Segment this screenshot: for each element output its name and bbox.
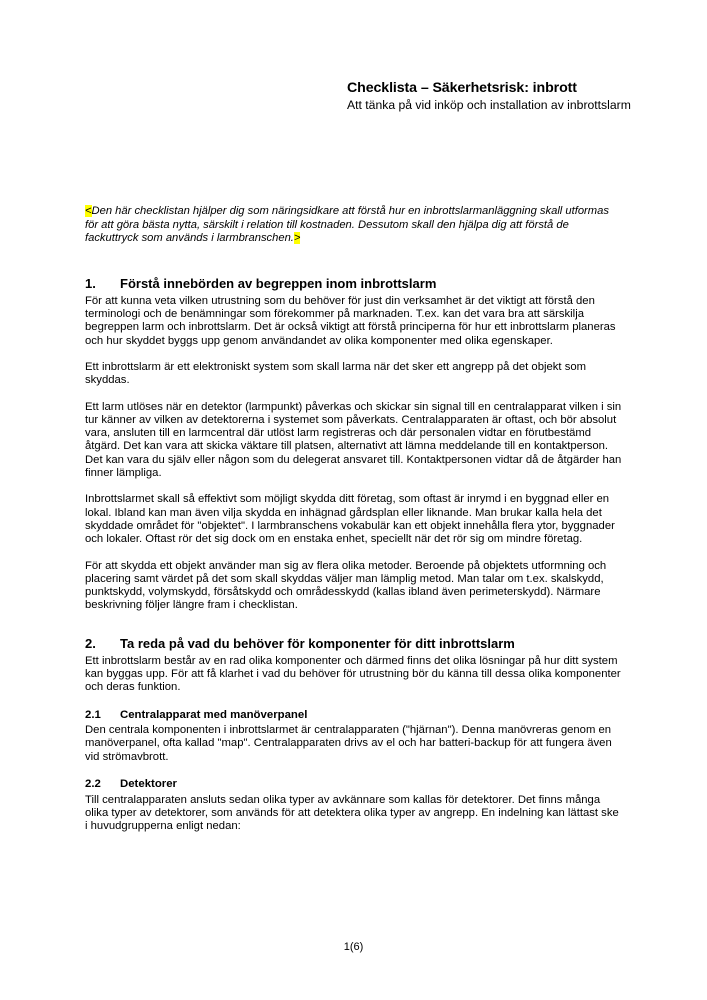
section-1-paragraph-5: För att skydda ett objekt använder man sig av flera olika metoder. Beroende på objektets utformning och placering samt värdet på det som skall skyddas väljer man lämplig metod. Man talar om t.ex. skalskydd, punktskydd, volymskydd, försåtskydd och områdesskydd (kallas ibland även perimeterskydd). Närmare beskrivning följer längre fram i checklistan. (85, 559, 607, 612)
subsection-2-2-paragraph-1: Till centralapparaten ansluts sedan olika typer av avkännare som kallas för detektorer. Det finns många olika typer av detektorer, som används för att detektera olika typer av angrepp. En indelning kan lättast ske i huvudgrupperna enligt nedan: (85, 793, 619, 833)
section-2-paragraph-1: Ett inbrottslarm består av en rad olika komponenter och därmed finns det olika lösningar på hur ditt system kan byggas upp. För att få klarhet i vad du behöver för utrustning bör du känna till dessa olika komponenter och deras funktion. (85, 654, 621, 694)
section-number-1: 1. (85, 275, 96, 291)
subsection-number-2-2: 2.2 (85, 778, 101, 790)
subsection-heading-2-1 (85, 709, 623, 723)
section-heading-1 (85, 276, 623, 291)
section-title-2: Ta reda på vad du behöver för komponenter för ditt inbrottslarm (120, 635, 515, 651)
section-heading-2 (85, 636, 623, 651)
document-header (347, 80, 637, 113)
section-1-paragraph-3: Ett larm utlöses när en detektor (larmpunkt) påverkas och skickar sin signal till en centralapparat vilken i sin tur känner av vilken av detektorerna i systemet som påverkats. Centralapparaten är oftast, och bör absolut vara, ansluten till en larmcentral där utlöst larm registreras och där personalen vidtar en förutbestämd åtgärd. Det kan vara att skicka väktare till platsen, alternativt att lämna meddelande till en kontaktperson. Det kan vara du själv eller någon som du delegerat ansvaret till. Kontaktpersonen vidtar då de åtgärder han finner lämpliga. (85, 400, 622, 480)
page-subtitle: Att tänka på vid inköp och installation av inbrottslarm (347, 98, 631, 112)
section-1-paragraph-1: För att kunna veta vilken utrustning som du behöver för just din verksamhet är det viktigt att förstå den terminologi och de benämningar som förekommer på marknaden. T.ex. kan det vara bra att särskilja begreppen larm och inbrottslarm. Det är också viktigt att förstå principerna för hur ett inbrottslarm planeras och hur skyddet byggs upp genom användandet av olika komponenter med olika egenskaper. (85, 294, 616, 347)
subsection-number-2-1: 2.1 (85, 708, 101, 721)
subsection-title-2-2: Detektorer (120, 778, 177, 790)
document-body (85, 205, 623, 846)
section-number-2: 2. (85, 635, 96, 651)
subsection-title-2-1: Centralapparat med manöverpanel (120, 708, 308, 721)
section-1-paragraph-2: Ett inbrottslarm är ett elektroniskt system som skall larma när det sker ett angrepp på det objekt som skyddas. (85, 360, 587, 387)
subsection-heading-2-2 (85, 778, 623, 792)
intro-paragraph (85, 205, 623, 246)
page-number: 1(6) (343, 941, 364, 953)
section-1-paragraph-4: Inbrottslarmet skall så effektivt som möjligt skydda ditt företag, som oftast är inrymd i en byggnad eller en lokal. Ibland kan man även vilja skydda en inhägnad gårdsplan eller liknande. Man brukar kalla hela det skyddade området för "objektet". I larmbranschens vokabulär kan ett objekt innehålla flera ytor, byggnader och lokaler. Oftast rör det sig dock om en enstaka enhet, speciellt när det rör sig om mindre företag. (85, 493, 615, 546)
subsection-2-1-paragraph-1: Den centrala komponenten i inbrottslarmet är centralapparaten ("hjärnan"). Denna manövreras genom en manöverpanel, ofta kallad "map". Centralapparaten drivs av el och har batteri-backup för att fungera även vid strömavbrott. (85, 724, 612, 763)
section-title-1: Förstå innebörden av begreppen inom inbrottslarm (120, 275, 437, 291)
intro-close-marker: > (293, 232, 301, 245)
intro-open-marker: < (85, 205, 92, 217)
page-footer (0, 941, 707, 954)
intro-text: Den här checklistan hjälper dig som näringsidkare att förstå hur en inbrottslarmanläggning skall utformas för att göra bästa nytta, särskilt i relation till kostnaden. Dessutom skall den hjälpa dig att förstå de fackuttryck som används i larmbranschen. (85, 205, 609, 245)
page-title: Checklista – Säkerhetsrisk: inbrott (347, 80, 577, 96)
